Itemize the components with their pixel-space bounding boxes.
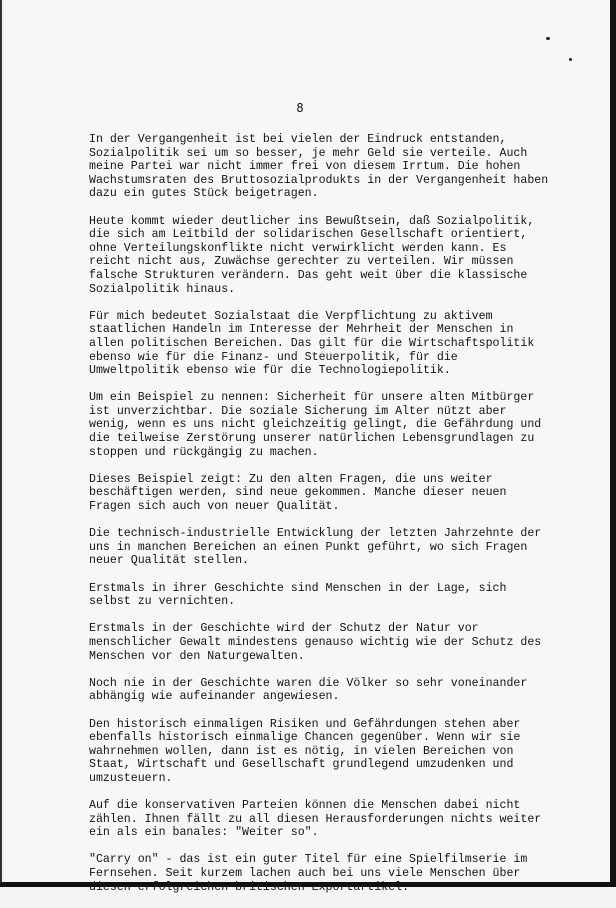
text-line: umzusteuern. (89, 771, 173, 785)
text-line: meine Partei war nicht immer frei von diesem Irrtum. Die hohen (89, 160, 521, 174)
paragraph (89, 622, 589, 663)
text-line: Menschen vor den Naturgewalten. (89, 649, 305, 663)
page-number: 8 (296, 101, 304, 115)
body-text (89, 133, 589, 908)
text-line: Staat, Wirtschaft und Gesellschaft grundlegend umzudenken und (89, 758, 514, 772)
scan-edge-left (0, 0, 2, 887)
text-line: Erstmals in der Geschichte wird der Schutz der Natur vor (89, 622, 479, 636)
paragraph (89, 133, 589, 201)
text-line: allen politischen Bereichen. Das gilt für die Wirtschaftspolitik (89, 336, 535, 350)
text-line: reicht nicht aus, Zuwächse gerechter zu verteilen. Wir müssen (89, 255, 514, 269)
text-line: Den historisch einmaligen Risiken und Gefährdungen stehen aber (89, 717, 521, 731)
text-line: Sozialpolitik sei um so besser, je mehr Geld sie verteile. Auch (89, 146, 528, 160)
text-line: ein als ein banales: "Weiter so". (89, 826, 319, 840)
paragraph (89, 853, 589, 894)
text-line: Sozialpolitik hinaus. (89, 282, 236, 296)
text-line: Fernsehen. Seit kurzem lachen auch bei uns viele Menschen über (89, 867, 521, 881)
text-line: Auf die konservativen Parteien können die Menschen dabei nicht (89, 799, 521, 813)
text-line: uns in manchen Bereichen an einen Punkt geführt, wo sich Fragen (89, 540, 528, 554)
text-line: Heute kommt wieder deutlicher ins Bewußtsein, daß Sozialpolitik, (89, 214, 535, 228)
paragraph (89, 677, 589, 704)
text-line: ebenso wie für die Finanz- und Steuerpolitik, für die (89, 350, 458, 364)
paragraph (89, 310, 589, 378)
paragraph (89, 718, 589, 786)
scan-speck (546, 37, 550, 40)
text-line: falsche Strukturen verändern. Das geht weit über die klassische (89, 268, 528, 282)
text-line: Für mich bedeutet Sozialstaat die Verpflichtung zu aktivem (89, 309, 493, 323)
text-line: stoppen und rückgängig zu machen. (89, 445, 319, 459)
paragraph (89, 582, 589, 609)
text-line: zählen. Ihnen fällt zu all diesen Herausforderungen nichts weiter (89, 812, 542, 826)
text-line: menschlicher Gewalt mindestens genauso wichtig wie der Schutz des (89, 635, 542, 649)
text-line: staatlichen Handeln im Interesse der Mehrheit der Menschen in (89, 323, 514, 337)
text-line: ist unverzichtbar. Die soziale Sicherung im Alter nützt aber (89, 404, 507, 418)
text-line: In der Vergangenheit ist bei vielen der Eindruck entstanden, (89, 133, 507, 146)
text-line: Erstmals in ihrer Geschichte sind Menschen in der Lage, sich (89, 581, 507, 595)
paragraph (89, 391, 589, 459)
text-line: Fragen sich auch von neuer Qualität. (89, 500, 340, 514)
text-line: die teilweise Zerstörung unserer natürlichen Lebensgrundlagen zu (89, 432, 535, 446)
text-line: diesen erfolgreichen britischen Exportartikel. (89, 880, 410, 894)
text-line: Um ein Beispiel zu nennen: Sicherheit für unsere alten Mitbürger (89, 391, 535, 405)
text-line: Wachstumsraten des Bruttosozialprodukts in der Vergangenheit haben (89, 173, 549, 187)
text-line: Noch nie in der Geschichte waren die Völker so sehr voneinander (89, 676, 528, 690)
text-line: ebenfalls historisch einmalige Chancen gegenüber. Wenn wir sie (89, 731, 521, 745)
paragraph (89, 799, 589, 840)
text-line: Dieses Beispiel zeigt: Zu den alten Fragen, die uns weiter (89, 472, 493, 486)
text-line: neuer Qualität stellen. (89, 554, 250, 568)
text-line: abhängig wie aufeinander angewiesen. (89, 690, 340, 704)
text-line: "Carry on" - das ist ein guter Titel für eine Spielfilmserie im (89, 853, 528, 867)
text-line: Umweltpolitik ebenso wie für die Technologiepolitik. (89, 364, 451, 378)
text-line: die sich am Leitbild der solidarischen Gesellschaft orientiert, (89, 228, 528, 242)
text-line: Die technisch-industrielle Entwicklung der letzten Jahrzehnte der (89, 527, 542, 541)
scan-edge-right (610, 0, 616, 887)
text-line: wenig, wenn es uns nicht gleichzeitig gelingt, die Gefährdung und (89, 418, 542, 432)
paragraph (89, 215, 589, 297)
text-line: selbst zu vernichten. (89, 595, 236, 609)
paragraph (89, 527, 589, 568)
text-line: wahrnehmen wollen, dann ist es nötig, in vielen Bereichen von (89, 744, 514, 758)
text-line: beschäftigen werden, sind neue gekommen. Manche dieser neuen (89, 486, 507, 500)
text-line: ohne Verteilungskonflikte nicht verwirklicht werden kann. Es (89, 241, 507, 255)
paragraph (89, 473, 589, 514)
text-line: dazu ein gutes Stück beigetragen. (89, 187, 319, 201)
scan-speck (569, 58, 572, 61)
